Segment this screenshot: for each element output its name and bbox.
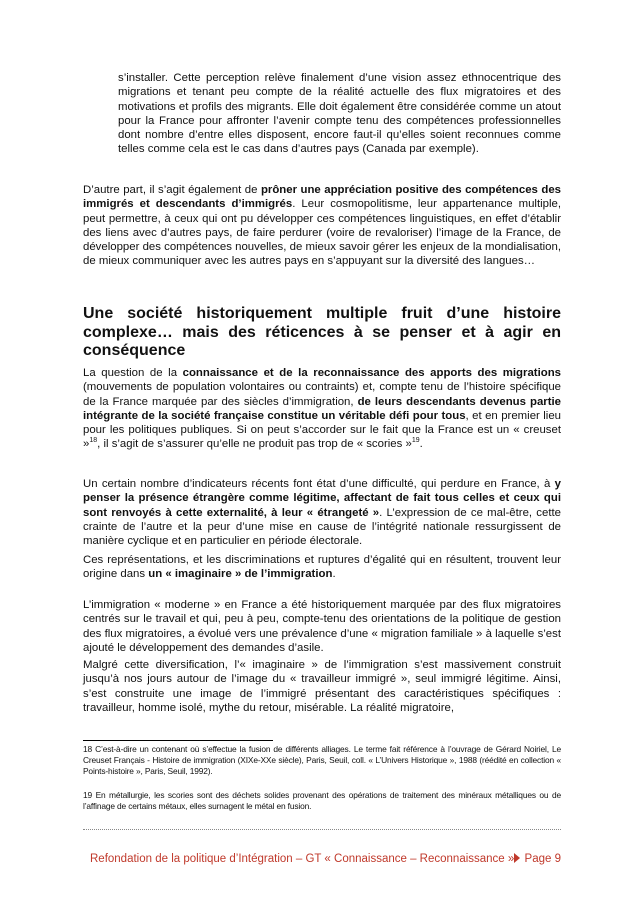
text: . [419,438,423,451]
footnote-18 [83,744,561,777]
bold-text: connaissance et de la reconnaissance des apports des migrations [182,367,561,379]
footnote-number: 19 [83,790,93,800]
text: , et en premier lieu pour les politiques publiques. Si on peut s’accorder sur le fait que la France est un « creuset » [83,409,561,451]
text: D’autre part, il s’agit également de [83,184,261,196]
footnote-19 [83,790,561,812]
footnote-ref-19: 19 [411,437,420,445]
paragraph-diversification: Malgré cette diversification, l’« imaginaire » de l’immigration s’est massivement construit jusqu’à nos jours autour de l’image du « travailleur immigré », seul immigré légitime. Ainsi, s’est construite une image de l’immigré présentant des caractéristiques spécifiques : travailleur, homme isolé, mythe du retour, misérable. La réalité migratoire, [83,659,561,714]
text: . Leur cosmopolitisme, leur appartenance multiple, peut permettre, à ceux qui ont pu développer ces compétences linguistiques, en effet d’établir des liens avec d’autres pays, de faire perdurer (voire de revaloriser) l’image de la France, de développer des compétences nouvelles, de mieux savoir gérer les enjeux de la mondialisation, de mieux communiquer avec les autres pays en s’appuyant sur la diversité des langues… [83,198,562,268]
text: Ces représentations, et les discriminations et ruptures d’égalité qui en résultent, trouvent leur origine dans [83,554,561,581]
footer-title: Refondation de la politique d’Intégration – GT « Connaissance – Reconnaissance » [90,853,515,865]
bold-text: un « imaginaire » de l’immigration [148,568,333,581]
bold-text: prôner une appréciation positive des compétences des immigrés et descendants d’immigrés [83,184,561,211]
bold-text: y penser la présence étrangère comme légitime, affectant de fait tous celles et ceux qui sont renvoyés à cette externalité, à leur « étrangeté » [83,478,561,519]
text: La question de la [83,367,183,379]
footnote-separator [83,740,273,741]
bold-text: de leurs descendants devenus partie intégrante de la société française constitue un véritable défi pour tous [83,395,562,422]
paragraph-connaissance [83,366,561,452]
intro-paragraph: s’installer. Cette perception relève finalement d’une vision assez ethnocentrique des migrations et tenant peu compte de la réalité actuelle des flux migratoires et des motivations et profils des migrants. Elle doit également être considérée comme un atout pour la France pour affronter l’avenir compte tenu des compétences professionnelles dont nombre d’entre elles disposent, encore faut-il qu’elles soient reconnues comme telles comme cela est le cas dans d’autres pays (Canada par exemple). [118,72,561,156]
text: , il s’agit de s’assurer qu’elle ne produit pas trop de « scories » [97,438,412,451]
page-number [514,853,561,865]
text: (mouvements de population volontaires ou contraints) et, compte tenu de l’histoire spécifique de la France marquée par des siècles d’immigration, [83,381,561,408]
footnote-text: En métallurgie, les scories sont des déchets solides provenant des opérations de traitement des minéraux métalliques ou de l’affinage de certains métaux, elles surnagent le métal en fusion. [83,790,561,811]
footer-separator [83,829,561,830]
paragraph-representations [83,553,561,582]
text: Un certain nombre d’indicateurs récents font état d’une difficulté, qui perdure en France, à [83,478,555,490]
paragraph-competences [83,183,561,269]
triangle-right-icon [514,853,520,863]
footnote-ref-18: 18 [89,437,98,445]
footnote-number: 18 [83,744,93,754]
page-number-label: Page 9 [524,853,561,865]
footnote-text: C’est-à-dire un contenant où s’effectue la fusion de différents alliages. Le terme fait référence à l’ouvrage de Gérard Noiriel, Le Creuset Français - Histoire de immigration (XIXe-XXe siècle), Paris, Seuil, coll. « L’Univers Historique », 1988 (réédité en collection « Points-histoire », Paris, Seuil, 1992). [83,744,561,776]
section-heading: Une société historiquement multiple fruit d’une histoire complexe… mais des réticences à se penser et à agir en conséquence [83,305,561,359]
text: . [332,568,336,581]
paragraph-indicateurs [83,477,561,548]
text: . L’expression de ce mal-être, cette crainte de l’autre et la peur d’une mise en cause de l’intégrité nationale ressurgissent de manière cyclique et en particulier en période électorale. [83,506,561,548]
paragraph-immigration-moderne: L’immigration « moderne » en France a été historiquement marquée par des flux migratoires centrés sur le travail et qui, peu à peu, compte-tenu des orientations de la politique de gestion des flux migratoires, a évolué vers une prévalence d’une « migration familiale » à laquelle s’est ajouté le développement des demandes d’asile. [83,599,561,654]
